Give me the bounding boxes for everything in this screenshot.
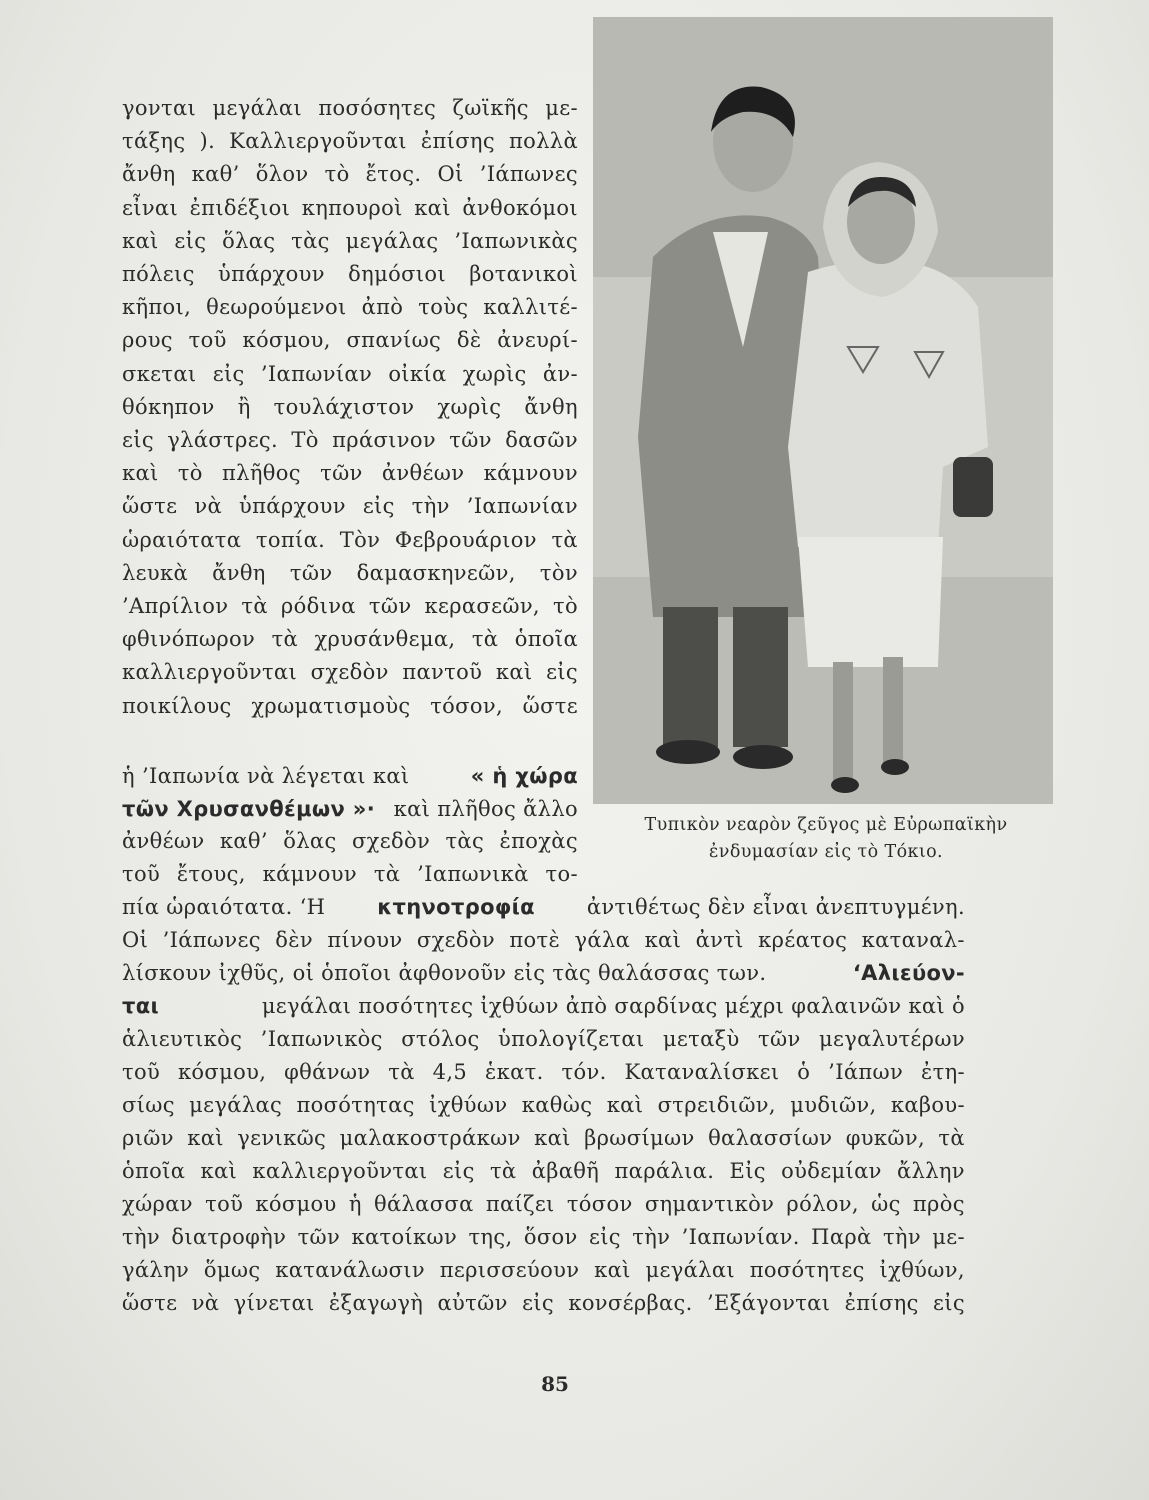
word: ’Ιαπωνικὰ	[417, 862, 529, 886]
text-line-full-3	[122, 959, 965, 987]
text-span: ἀντιθέτως δὲν εἶναι ἀνεπτυγμένη.	[586, 895, 965, 919]
word: ἢ	[237, 394, 251, 419]
word: τῶν	[289, 560, 333, 585]
word: ἄνθη	[212, 560, 266, 585]
word: σχεδὸν	[416, 928, 495, 952]
word: σκεται	[122, 361, 197, 386]
word: τὰ	[373, 862, 401, 886]
word: καὶ	[122, 461, 159, 486]
word: ὁποῖα	[514, 627, 578, 652]
word: τῶν	[320, 461, 363, 486]
word: μυδιῶν,	[790, 1093, 877, 1117]
text-line	[122, 592, 578, 620]
word: ἐπίσης	[844, 1291, 919, 1315]
text-line	[122, 127, 578, 155]
word: τὸ	[177, 461, 203, 486]
word: τόν.	[561, 1060, 607, 1084]
word: ’Ιαπωνίαν	[260, 361, 373, 386]
text-span: ἡ ’Ιαπωνία νὰ λέγεται καὶ	[122, 764, 410, 788]
word: ἔτους,	[176, 862, 246, 886]
text-line	[122, 1289, 965, 1317]
word: μεγάλαι	[212, 96, 302, 120]
text-line	[122, 1256, 965, 1284]
text-line-inner	[122, 625, 578, 653]
word: ὑπάρχουν	[239, 494, 346, 519]
word: ἑκατ.	[485, 1060, 544, 1084]
word: κάμνουν	[483, 461, 578, 486]
word: ἀνθέων	[381, 461, 465, 486]
word: ποικίλους	[122, 693, 232, 718]
bold-term: « ἡ χώρα	[470, 764, 578, 788]
word: οἰκία	[388, 361, 447, 386]
text-line-inner	[122, 1157, 965, 1185]
word: τῶν	[449, 428, 492, 452]
text-line	[122, 260, 578, 288]
text-line-inner	[122, 227, 578, 255]
text-line-inner	[122, 194, 578, 222]
bold-term: τῶν Χρυσανθέμων »·	[122, 797, 376, 821]
word: τὴν	[122, 1225, 161, 1249]
word: δὲν	[275, 928, 313, 952]
word: γίνεται	[233, 1291, 315, 1315]
word: φυκῶν,	[845, 1126, 925, 1150]
word: σχεδὸν	[351, 829, 431, 853]
text-line-inner	[122, 658, 578, 686]
photo-illustration	[593, 17, 1053, 804]
word: τὸ	[324, 162, 350, 187]
word: ζωϊκῆς	[452, 96, 529, 120]
word: εἰς	[174, 228, 207, 253]
word: πρὸς	[912, 1192, 965, 1216]
word: ποτὲ	[509, 928, 561, 952]
text-line	[122, 1124, 965, 1152]
text-line-inner	[122, 592, 578, 620]
word: εἰς	[588, 1225, 621, 1249]
word: πλῆθος	[222, 461, 301, 486]
word: λευκὰ	[122, 560, 189, 585]
word: θαλασσίων	[708, 1126, 833, 1150]
word: Φεβρουάριον	[394, 527, 537, 552]
word: γάλα	[574, 928, 631, 952]
word: τοῦ	[122, 862, 161, 886]
word: ’Ιαπωνικὰς	[454, 228, 578, 253]
word: ’Ιαπωνικὸς	[260, 1027, 383, 1051]
bold-term: ‘Αλιεύον-	[852, 961, 965, 985]
text-line-inner	[122, 459, 578, 487]
word: καθὼς	[521, 1093, 593, 1117]
word: 4,5	[432, 1060, 468, 1084]
text-line	[122, 1190, 965, 1218]
word: κατανάλωσιν	[275, 1258, 425, 1282]
word: κόσμου,	[177, 1060, 267, 1084]
word: ποσότητες	[749, 1258, 865, 1282]
word: εἰς	[442, 1159, 475, 1183]
word: τὴν	[632, 1225, 671, 1249]
text-line	[122, 426, 578, 454]
word: κρέατος	[758, 928, 848, 952]
text-line	[122, 658, 578, 686]
word: νὰ	[191, 1291, 220, 1315]
text-line	[122, 1058, 965, 1086]
word: τοὺς	[418, 295, 469, 320]
text-line	[122, 1025, 965, 1053]
text-line	[122, 860, 578, 888]
text-line	[122, 194, 578, 222]
text-line	[122, 526, 578, 554]
word: καὶ	[414, 195, 451, 220]
text-line-inner	[122, 827, 578, 855]
text-line-full-1	[122, 893, 965, 921]
text-span: μεγάλαι ποσότητες ἰχθύων ἀπὸ σαρδίνας μέχρι φαλαινῶν καὶ ὁ	[261, 994, 965, 1018]
word: κῆποι,	[122, 295, 192, 320]
word: χωρὶς	[437, 394, 502, 419]
word: ρόλον,	[786, 1192, 859, 1216]
text-line	[122, 625, 578, 653]
word: οὐδεμίαν	[781, 1159, 882, 1183]
page-number: 85	[541, 1372, 569, 1396]
word: Τὸν	[339, 527, 381, 552]
word: τὸ	[553, 594, 578, 618]
caption-line: ἐνδυμασίαν εἰς τὸ Τόκιο.	[709, 842, 943, 862]
text-line	[122, 559, 578, 587]
word: ἰχθύων	[429, 1093, 508, 1117]
word: καβου-	[890, 1093, 965, 1117]
word: ρόδινα	[280, 594, 356, 618]
word: το-	[545, 862, 578, 886]
word: ’Ιάπωνες	[162, 928, 261, 952]
word: ἡ	[348, 1192, 362, 1216]
word: ἀν-	[542, 361, 578, 386]
word: ’Εξάγονται	[707, 1291, 831, 1315]
word: κάμνουν	[262, 862, 357, 886]
word: ὑπολογίζεται	[498, 1027, 645, 1051]
text-line	[122, 94, 578, 122]
text-line-inner	[122, 1190, 965, 1218]
word: ποσότητας	[296, 1093, 415, 1117]
word: Οἱ	[122, 928, 149, 952]
word: στρειδιῶν,	[657, 1093, 776, 1117]
word: ὁποῖα	[122, 1159, 186, 1183]
word: τῶν	[297, 1225, 341, 1249]
word: τὰ	[551, 527, 578, 552]
word: μεγάλαι	[645, 1258, 735, 1282]
text-line-inner	[122, 160, 578, 188]
word: ἀνευρί-	[497, 328, 578, 353]
photo-caption	[596, 812, 1056, 866]
word: κηπουροὶ	[301, 195, 403, 220]
word: κατοίκων	[351, 1225, 458, 1249]
word: ὡραιότατα	[122, 527, 242, 552]
bold-term: ται	[122, 994, 160, 1018]
word: τοῦ	[205, 1192, 244, 1216]
word: σχεδὸν	[310, 660, 389, 685]
text-line-inner	[122, 1124, 965, 1152]
text-line-bold-b	[122, 795, 578, 823]
text-line-inner	[122, 426, 578, 454]
bold-term: κτηνοτροφία	[377, 895, 535, 919]
text-line	[122, 827, 578, 855]
word: καὶ	[534, 1126, 571, 1150]
word: δὲ	[456, 328, 482, 353]
text-line-inner	[122, 559, 578, 587]
word: νὰ	[194, 494, 223, 519]
word: τὰ	[388, 1060, 415, 1084]
text-span: πία ὡραιότατα. ‘Η	[122, 895, 326, 919]
text-line-inner	[122, 492, 578, 520]
word: τὰ	[489, 1159, 517, 1183]
word: τὰ	[938, 1126, 965, 1150]
text-line	[122, 459, 578, 487]
word: ἀβαθῆ	[531, 1159, 600, 1183]
word: ὅσον	[523, 1225, 578, 1249]
text-line-inner	[122, 260, 578, 288]
word: ὁ	[797, 1060, 811, 1084]
word: καὶ	[606, 1093, 644, 1117]
word: καταναλ-	[861, 928, 965, 952]
word: γάλην	[122, 1258, 190, 1282]
text-line	[122, 492, 578, 520]
word: τὰς	[445, 829, 485, 853]
text-line	[122, 326, 578, 354]
word: τῶν	[758, 1027, 801, 1051]
text-line-inner	[122, 94, 578, 122]
word: πόλεις	[122, 262, 195, 286]
word: ἐποχὰς	[499, 829, 578, 853]
word: θεωρούμενοι	[206, 295, 347, 320]
word: εἰς	[122, 428, 154, 452]
text-line-inner	[122, 326, 578, 354]
word: καὶ	[200, 1159, 238, 1183]
word: χώραν	[122, 1192, 193, 1216]
word: ὥστε	[122, 1291, 178, 1315]
text-line-inner	[122, 393, 578, 421]
word: ἐπίσης	[420, 129, 495, 154]
word: τάξης	[122, 129, 186, 154]
word: ριῶν	[122, 1126, 174, 1150]
word: ὅλας	[283, 829, 337, 853]
word: γλάστρες.	[167, 428, 279, 452]
word: αὐτῶν	[437, 1291, 508, 1315]
text-span: λίσκουν ἰχθῦς, οἱ ὁποῖοι ἀφθονοῦν εἰς τὰς θαλάσσας των.	[122, 961, 767, 985]
word: παντοῦ	[402, 660, 483, 685]
word: ὅμως	[203, 1258, 261, 1282]
text-line-bold-a	[122, 762, 578, 790]
word: κόσμου	[255, 1192, 337, 1216]
word: κόσμου,	[242, 328, 331, 353]
word: ρους	[122, 328, 173, 353]
word: ἁλιευτικὸς	[122, 1027, 243, 1051]
word: σημαντικὸν	[644, 1192, 775, 1216]
word: καὶ	[495, 660, 533, 685]
word: κερασεῶν,	[424, 594, 540, 618]
word: ἄνθη	[524, 394, 578, 419]
word: βοτανικοὶ	[469, 262, 578, 286]
text-line-inner	[122, 360, 578, 388]
text-line-full-4	[122, 992, 965, 1020]
word: βρωσίμων	[584, 1126, 695, 1150]
word: ἀνθέων	[122, 829, 205, 853]
word: τὰς	[291, 228, 330, 253]
word: φθινόπωρον	[122, 627, 256, 652]
word: ’Απρίλιον	[122, 594, 229, 618]
word: στόλος	[401, 1027, 480, 1051]
word: Τὸ	[291, 428, 319, 452]
text-line-inner	[122, 526, 578, 554]
text-line	[122, 1157, 965, 1185]
word: ὑπάρχουν	[218, 262, 325, 286]
word: χρυσάνθεμα,	[314, 627, 456, 652]
text-line-inner	[122, 692, 578, 720]
word: καλλιεργοῦνται	[122, 660, 298, 685]
text-line-inner	[122, 1289, 965, 1317]
word: τόσον	[566, 1192, 633, 1216]
word: μαλακοστράκων	[339, 1126, 521, 1150]
word: ἔτος.	[365, 162, 422, 187]
word: περισσεύουν	[439, 1258, 580, 1282]
word: μεταξὺ	[662, 1027, 740, 1051]
word: ποσόσητες	[318, 96, 437, 120]
word: Καλλιεργοῦνται	[229, 129, 407, 154]
text-line-inner	[122, 1025, 965, 1053]
word: πράσινον	[332, 428, 436, 452]
word: εἰς	[212, 361, 245, 386]
text-line-inner	[122, 293, 578, 321]
word: ἐξαγωγὴ	[328, 1291, 424, 1315]
text-line	[122, 1091, 965, 1119]
word: τὰ	[471, 627, 499, 652]
word: τὸν	[539, 560, 578, 585]
word: ἀνθοκόμοι	[462, 195, 578, 220]
word: καὶ	[122, 228, 159, 253]
word: ’Ιάπωνες	[479, 162, 578, 187]
word: τουλάχιστον	[273, 394, 415, 419]
word: ὅλον	[255, 162, 309, 187]
text-line-full-2	[122, 926, 965, 954]
word: χωρὶς	[462, 361, 527, 386]
word: ὥστε	[522, 693, 578, 718]
word: εἶναι	[122, 195, 179, 220]
word: σίως	[122, 1093, 175, 1117]
word: τοῦ	[188, 328, 227, 353]
text-line	[122, 1223, 965, 1251]
caption-line: Τυπικὸν νεαρὸν ζεῦγος μὲ Εὐρωπαϊκὴν	[644, 815, 1008, 835]
text-line-inner	[122, 1223, 965, 1251]
word: παίζει	[485, 1192, 555, 1216]
text-span: καὶ πλῆθος ἄλλο	[393, 797, 578, 821]
text-line	[122, 160, 578, 188]
word: ὅλας	[222, 228, 276, 253]
word: τὰ	[241, 594, 268, 618]
text-line-inner	[122, 127, 578, 155]
word: ἐτη-	[921, 1060, 965, 1084]
text-line-inner	[122, 1091, 965, 1119]
photograph-couple-tokyo	[593, 17, 1053, 804]
word: θάλασσα	[374, 1192, 474, 1216]
word: της,	[468, 1225, 513, 1249]
text-line	[122, 227, 578, 255]
word: με-	[932, 1225, 965, 1249]
word: εἰς	[522, 1291, 555, 1315]
word: καθ’	[191, 162, 240, 187]
word: σπανίως	[346, 328, 442, 353]
word: ἰχθύων,	[879, 1258, 965, 1282]
word: γενικῶς	[237, 1126, 327, 1150]
word: γονται	[122, 96, 197, 120]
text-line-inner	[122, 1058, 965, 1086]
text-line-inner	[122, 1256, 965, 1284]
word: παράλια.	[614, 1159, 715, 1183]
word: Καταναλίσκει	[624, 1060, 780, 1084]
word: εἰς	[362, 494, 395, 519]
word: δαμασκηνεῶν,	[356, 560, 516, 585]
word: διατροφὴν	[171, 1225, 287, 1249]
word: ἄνθη	[122, 162, 176, 187]
word: εἰς	[933, 1291, 965, 1315]
text-line	[122, 360, 578, 388]
word: δασῶν	[505, 428, 578, 452]
word: θόκηπον	[122, 394, 215, 419]
word: Εἰς	[729, 1159, 766, 1183]
word: Παρὰ	[811, 1225, 872, 1249]
word: φθάνων	[284, 1060, 371, 1084]
text-line	[122, 293, 578, 321]
text-line	[122, 393, 578, 421]
word: πολλὰ	[509, 129, 578, 154]
word: ἄλλην	[897, 1159, 965, 1183]
word: ἀντὶ	[695, 928, 744, 952]
word: ἐπιδέξιοι	[189, 195, 291, 220]
word: χρωματισμοὺς	[251, 693, 411, 718]
word: πίνουν	[327, 928, 403, 952]
word: με-	[545, 96, 578, 120]
word: καλλιεργοῦνται	[252, 1159, 428, 1183]
word: καὶ	[187, 1126, 224, 1150]
word: τοπία.	[255, 527, 326, 552]
word: ὡς	[871, 1192, 901, 1216]
text-line-inner	[122, 860, 578, 888]
text-line	[122, 692, 578, 720]
word: τόσον,	[430, 693, 503, 718]
word: Οἱ	[437, 162, 464, 187]
word: καλλιτέ-	[483, 295, 578, 320]
word: δημόσιοι	[348, 262, 446, 286]
word: τοῦ	[122, 1060, 161, 1084]
word: μεγαλυτέρων	[819, 1027, 965, 1051]
word: τὴν	[411, 494, 450, 519]
word: καὶ	[594, 1258, 631, 1282]
word: ’Ιαπωνίαν	[466, 494, 578, 519]
word: μεγάλας	[345, 228, 439, 253]
word: τῶν	[368, 594, 412, 618]
word: εἰς	[546, 660, 578, 685]
word: τὴν	[882, 1225, 921, 1249]
word: ἀπὸ	[361, 295, 404, 320]
word: μεγάλας	[189, 1093, 283, 1117]
word: ).	[199, 129, 216, 154]
word: κονσέρβας.	[568, 1291, 693, 1315]
word: ’Ιαπωνίαν.	[681, 1225, 800, 1249]
word: τὰ	[271, 627, 299, 652]
word: ὥστε	[122, 494, 178, 519]
word: ’Ιάπων	[828, 1060, 904, 1084]
word: καθ’	[219, 829, 268, 853]
word: καὶ	[644, 928, 682, 952]
